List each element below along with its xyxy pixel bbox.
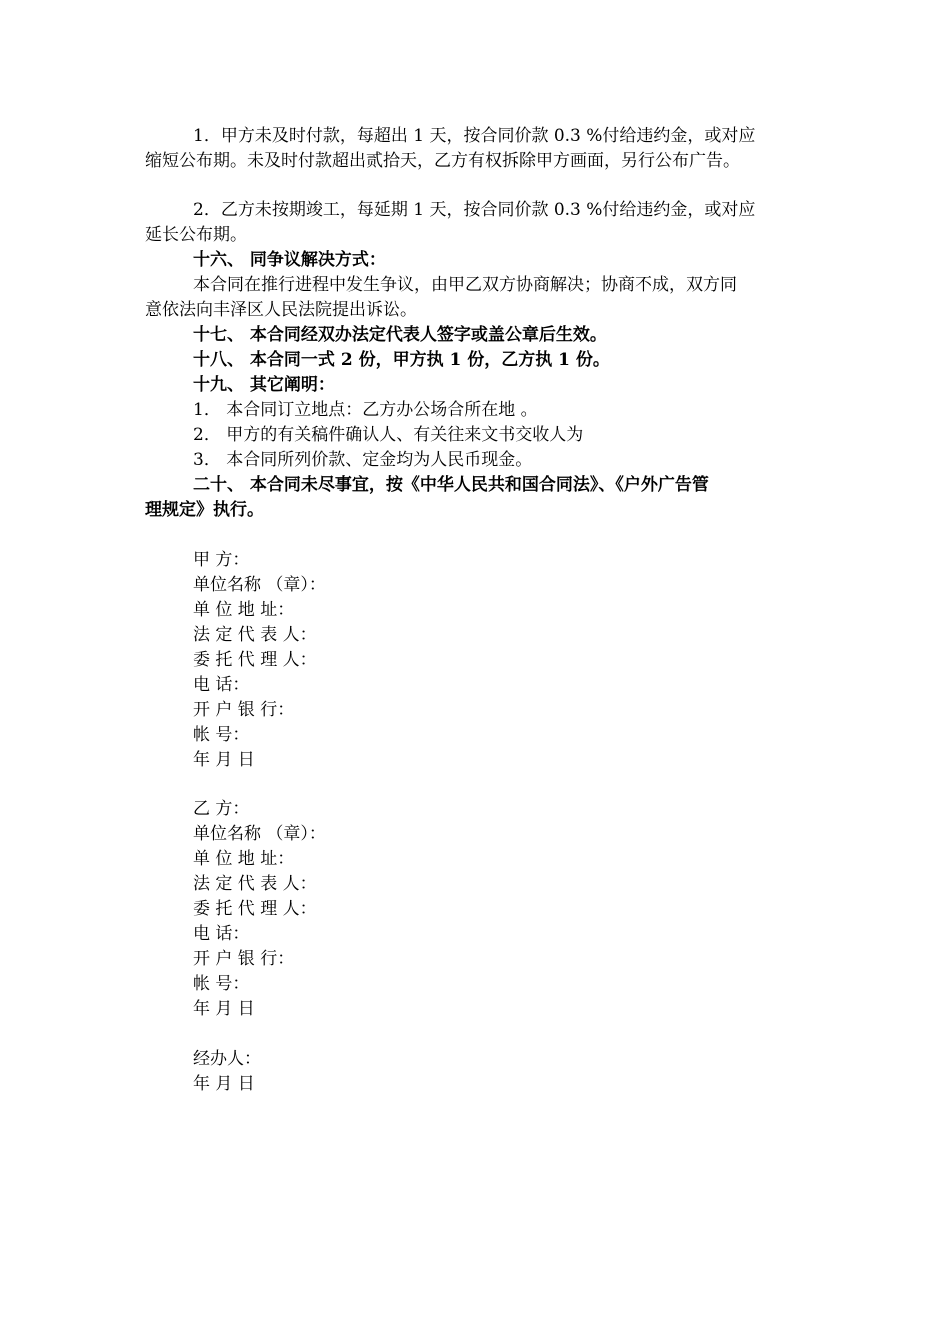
party-b-agent: 委 托 代 理 人： xyxy=(193,899,317,919)
handler-date: 年 月 日 xyxy=(193,1074,255,1094)
section-16-line2: 意依法向丰泽区人民法院提出诉讼。 xyxy=(145,300,417,320)
section-19-item-2: 2． 甲方的有关稿件确认人、有关往来文书交收人为 xyxy=(193,425,584,445)
party-b-date: 年 月 日 xyxy=(193,999,255,1019)
party-a-account: 帐 号： xyxy=(193,725,250,745)
penalty-clause-2-line2: 延长公布期。 xyxy=(145,225,247,245)
section-17: 十七、 本合同经双办法定代表人签字或盖公章后生效。 xyxy=(193,325,607,345)
party-a-agent: 委 托 代 理 人： xyxy=(193,650,317,670)
section-18: 十八、 本合同一式 2 份，甲方执 1 份，乙方执 1 份。 xyxy=(193,350,610,370)
section-19-heading: 十九、 其它阐明： xyxy=(193,375,335,395)
party-b-title: 乙 方： xyxy=(193,799,250,819)
party-b-legal-rep: 法 定 代 表 人： xyxy=(193,874,317,894)
party-a-unit-name: 单位名称 （章）： xyxy=(193,575,326,595)
penalty-clause-1-line1: 1．甲方未及时付款，每超出 1 天，按合同价款 0.3 %付给违约金，或对应 xyxy=(193,126,756,146)
section-19-item-1: 1． 本合同订立地点：乙方办公场合所在地 。 xyxy=(193,400,538,420)
penalty-clause-1-line2: 缩短公布期。未及时付款超出贰拾天，乙方有权拆除甲方画面，另行公布广告。 xyxy=(145,151,740,171)
section-20-line1: 二十、 本合同未尽事宜，按《中华人民共和国合同法》、《户外广告管 xyxy=(193,475,709,495)
party-a-title: 甲 方： xyxy=(193,550,250,570)
party-a-date: 年 月 日 xyxy=(193,750,255,770)
party-b-account: 帐 号： xyxy=(193,974,250,994)
section-19-item-3: 3． 本合同所列价款、定金均为人民币现金。 xyxy=(193,450,533,470)
party-a-phone: 电 话： xyxy=(193,675,250,695)
party-a-legal-rep: 法 定 代 表 人： xyxy=(193,625,317,645)
party-b-bank: 开 户 银 行： xyxy=(193,949,295,969)
section-16-line1: 本合同在推行进程中发生争议，由甲乙双方协商解决；协商不成，双方同 xyxy=(193,275,737,295)
party-b-phone: 电 话： xyxy=(193,924,250,944)
party-b-unit-name: 单位名称 （章）： xyxy=(193,824,326,844)
penalty-clause-2-line1: 2．乙方未按期竣工，每延期 1 天，按合同价款 0.3 %付给违约金，或对应 xyxy=(193,200,756,220)
party-b-address: 单 位 地 址： xyxy=(193,849,295,869)
handler-label: 经办人： xyxy=(193,1049,261,1069)
party-a-bank: 开 户 银 行： xyxy=(193,700,295,720)
party-a-address: 单 位 地 址： xyxy=(193,600,295,620)
section-16-heading: 十六、 同争议解决方式： xyxy=(193,250,386,270)
section-20-line2: 理规定》执行。 xyxy=(145,500,264,520)
